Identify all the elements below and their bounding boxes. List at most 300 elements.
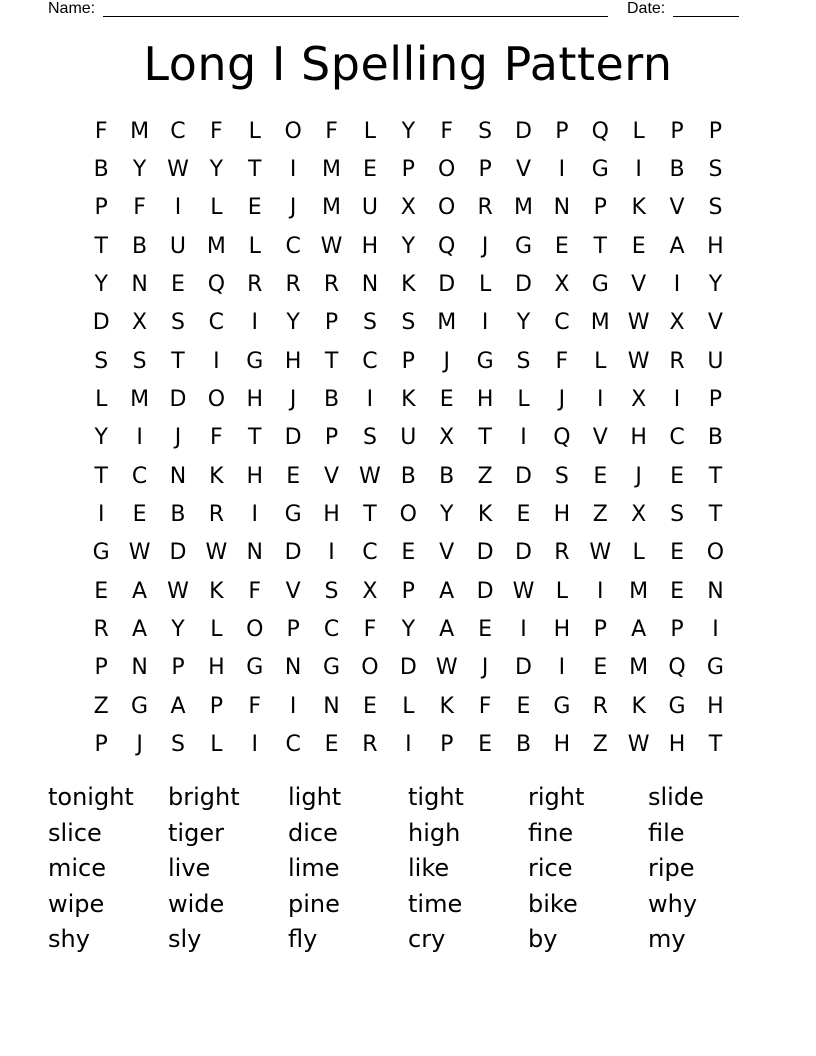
grid-letter[interactable]: F (133, 195, 146, 221)
grid-letter[interactable]: I (481, 310, 489, 336)
grid-letter[interactable]: H (361, 233, 379, 259)
grid-letter[interactable]: P (171, 655, 185, 681)
grid-letter[interactable]: C (208, 310, 225, 336)
grid-letter[interactable]: P (94, 195, 108, 221)
grid-letter[interactable]: Y (401, 118, 416, 144)
grid-letter[interactable]: S (401, 310, 416, 336)
grid-letter[interactable]: B (93, 157, 109, 183)
grid-letter[interactable]: I (97, 502, 105, 528)
grid-letter[interactable]: L (248, 233, 261, 259)
grid-letter[interactable]: D (515, 463, 532, 489)
grid-letter[interactable]: C (554, 310, 570, 336)
grid-letter[interactable]: D (399, 655, 417, 681)
grid-letter[interactable]: N (169, 463, 187, 489)
grid-letter[interactable]: H (553, 502, 571, 528)
grid-letter[interactable]: P (670, 118, 684, 144)
grid-letter[interactable]: T (94, 463, 108, 489)
grid-letter[interactable]: R (323, 272, 340, 298)
grid-letter[interactable]: X (132, 310, 148, 336)
grid-letter[interactable]: I (673, 272, 681, 298)
grid-letter[interactable]: I (597, 578, 604, 604)
grid-letter[interactable]: O (438, 157, 456, 183)
grid-letter[interactable]: L (402, 693, 415, 719)
grid-letter[interactable]: G (246, 655, 264, 681)
grid-letter[interactable]: S (324, 578, 339, 604)
grid-letter[interactable]: E (94, 578, 109, 604)
word-list-item: wipe (48, 889, 105, 918)
grid-letter[interactable]: B (669, 157, 685, 183)
grid-letter[interactable]: W (128, 540, 151, 566)
grid-letter[interactable]: K (477, 502, 493, 528)
grid-letter[interactable]: H (476, 387, 494, 413)
grid-letter[interactable]: N (131, 655, 148, 681)
grid-letter[interactable]: U (361, 195, 378, 221)
grid-letter[interactable]: F (248, 693, 262, 719)
grid-letter[interactable]: K (401, 272, 416, 298)
grid-letter[interactable]: H (284, 348, 302, 374)
grid-letter[interactable]: Y (132, 157, 147, 183)
grid-letter[interactable]: K (209, 578, 224, 604)
grid-letter[interactable]: G (591, 157, 609, 183)
grid-letter[interactable]: Y (516, 310, 531, 336)
grid-letter[interactable]: X (362, 578, 378, 604)
grid-letter[interactable]: O (207, 387, 226, 413)
grid-letter[interactable]: U (707, 348, 724, 374)
grid-letter[interactable]: C (131, 463, 148, 489)
grid-letter[interactable]: W (627, 732, 650, 758)
grid-letter[interactable]: F (440, 118, 454, 144)
grid-letter[interactable]: A (631, 617, 647, 643)
grid-letter[interactable]: T (248, 157, 262, 183)
grid-letter[interactable]: O (706, 540, 725, 566)
grid-letter[interactable]: E (439, 387, 454, 413)
grid-letter[interactable]: P (209, 693, 223, 719)
grid-letter[interactable]: J (558, 387, 566, 413)
grid-letter[interactable]: K (401, 387, 416, 413)
grid-letter[interactable]: M (130, 387, 150, 413)
grid-letter[interactable]: V (631, 272, 647, 298)
grid-letter[interactable]: Z (93, 693, 109, 719)
grid-letter[interactable]: D (284, 425, 302, 451)
grid-letter[interactable]: J (289, 387, 297, 413)
grid-letter[interactable]: O (361, 655, 379, 681)
grid-letter[interactable]: Z (592, 732, 608, 758)
grid-letter[interactable]: W (627, 348, 650, 374)
grid-letter[interactable]: C (669, 425, 685, 451)
grid-letter[interactable]: D (92, 310, 110, 336)
grid-letter[interactable]: F (210, 425, 223, 451)
grid-letter[interactable]: M (437, 310, 457, 336)
grid-letter[interactable]: A (669, 233, 685, 259)
grid-letter[interactable]: R (362, 732, 378, 758)
grid-letter[interactable]: I (520, 617, 527, 643)
grid-letter[interactable]: E (670, 463, 684, 489)
word-list-item: tonight (48, 783, 134, 811)
grid-letter[interactable]: Z (592, 502, 608, 528)
grid-letter[interactable]: K (631, 195, 646, 221)
grid-letter[interactable]: L (517, 387, 530, 413)
grid-letter[interactable]: F (248, 578, 262, 604)
grid-letter[interactable]: L (210, 617, 223, 643)
grid-letter[interactable]: W (512, 578, 535, 604)
grid-letter[interactable]: P (708, 118, 723, 144)
grid-letter[interactable]: Q (553, 425, 571, 451)
grid-letter[interactable]: W (359, 463, 381, 489)
word-list-item: live (168, 854, 211, 882)
grid-letter[interactable]: D (284, 540, 302, 566)
grid-letter[interactable]: I (328, 540, 335, 566)
grid-letter[interactable]: V (707, 310, 723, 336)
grid-letter[interactable]: M (322, 157, 342, 183)
grid-letter[interactable]: M (206, 233, 226, 259)
grid-letter[interactable]: C (170, 118, 186, 144)
grid-letter[interactable]: O (246, 617, 264, 643)
grid-letter[interactable]: E (247, 195, 262, 221)
grid-letter[interactable]: G (668, 693, 686, 719)
grid-letter[interactable]: L (210, 195, 223, 221)
grid-letter[interactable]: L (594, 348, 607, 374)
grid-letter[interactable]: P (440, 732, 454, 758)
grid-letter[interactable]: M (130, 118, 150, 144)
grid-letter[interactable]: O (399, 502, 417, 528)
grid-letter[interactable]: J (174, 425, 182, 451)
grid-letter[interactable]: S (94, 348, 109, 374)
grid-letter[interactable]: Z (477, 463, 493, 489)
grid-letter[interactable]: I (251, 732, 258, 758)
grid-letter[interactable]: J (481, 233, 489, 259)
grid-letter[interactable]: I (673, 387, 681, 413)
grid-letter[interactable]: T (363, 502, 377, 528)
grid-letter[interactable]: P (401, 157, 415, 183)
grid-letter[interactable]: M (322, 195, 342, 221)
grid-letter[interactable]: X (439, 425, 455, 451)
grid-letter[interactable]: T (708, 502, 723, 528)
grid-letter[interactable]: E (593, 655, 608, 681)
grid-letter[interactable]: E (478, 732, 493, 758)
grid-letter[interactable]: E (362, 693, 377, 719)
grid-letter[interactable]: N (246, 540, 263, 566)
grid-letter[interactable]: R (592, 693, 608, 719)
grid-letter[interactable]: Y (94, 425, 108, 451)
grid-letter[interactable]: C (285, 732, 301, 758)
grid-letter[interactable]: H (208, 655, 225, 681)
grid-letter[interactable]: E (324, 732, 339, 758)
grid-letter[interactable]: E (516, 693, 531, 719)
grid-letter[interactable]: V (324, 463, 340, 489)
grid-letter[interactable]: P (94, 732, 108, 758)
grid-letter[interactable]: H (323, 502, 340, 528)
grid-letter[interactable]: B (170, 502, 186, 528)
grid-letter[interactable]: Y (286, 310, 300, 336)
grid-letter[interactable]: E (593, 463, 608, 489)
grid-letter[interactable]: B (400, 463, 416, 489)
grid-letter[interactable]: I (558, 655, 566, 681)
grid-letter[interactable]: K (209, 463, 224, 489)
grid-letter[interactable]: V (592, 425, 608, 451)
grid-letter[interactable]: E (286, 463, 301, 489)
grid-letter[interactable]: O (438, 195, 456, 221)
grid-letter[interactable]: W (320, 233, 343, 259)
grid-letter[interactable]: L (95, 387, 108, 413)
grid-letter[interactable]: B (439, 463, 455, 489)
grid-letter[interactable]: I (213, 348, 220, 374)
grid-letter[interactable]: Y (439, 502, 454, 528)
grid-letter[interactable]: Y (401, 233, 416, 259)
grid-letter[interactable]: I (405, 732, 412, 758)
grid-letter[interactable]: A (132, 578, 148, 604)
grid-letter[interactable]: B (707, 425, 723, 451)
grid-letter[interactable]: W (627, 310, 650, 336)
grid-letter[interactable]: N (131, 272, 148, 298)
grid-letter[interactable]: H (246, 387, 264, 413)
grid-letter[interactable]: R (554, 540, 570, 566)
grid-letter[interactable]: L (555, 578, 569, 604)
grid-letter[interactable]: G (92, 540, 110, 566)
grid-letter[interactable]: G (476, 348, 494, 374)
word-list-item: bike (528, 889, 578, 918)
grid-letter[interactable]: P (593, 617, 607, 643)
grid-letter[interactable]: T (171, 348, 185, 374)
grid-letter[interactable]: N (323, 693, 340, 719)
grid-letter[interactable]: P (401, 348, 415, 374)
grid-letter[interactable]: L (248, 118, 261, 144)
grid-letter[interactable]: S (708, 195, 723, 221)
grid-letter[interactable]: T (708, 463, 723, 489)
grid-letter[interactable]: F (478, 693, 492, 719)
grid-letter[interactable]: M (514, 195, 533, 221)
grid-letter[interactable]: F (363, 617, 377, 643)
grid-letter[interactable]: X (631, 502, 647, 528)
word-list-item: my (648, 925, 686, 953)
grid-letter[interactable]: I (174, 195, 182, 221)
grid-letter[interactable]: I (597, 387, 604, 413)
grid-letter[interactable]: C (323, 617, 340, 643)
grid-letter[interactable]: O (284, 118, 302, 144)
grid-letter[interactable]: F (325, 118, 338, 144)
grid-letter[interactable]: R (669, 348, 685, 374)
grid-letter[interactable]: I (251, 310, 258, 336)
grid-letter[interactable]: X (669, 310, 685, 336)
grid-letter[interactable]: A (439, 617, 455, 643)
grid-letter[interactable]: V (439, 540, 455, 566)
name-blank-line[interactable] (103, 16, 608, 17)
grid-letter[interactable]: C (362, 348, 378, 374)
grid-letter[interactable]: E (670, 540, 684, 566)
grid-letter[interactable]: W (589, 540, 612, 566)
grid-letter[interactable]: D (476, 540, 494, 566)
grid-letter[interactable]: Y (708, 272, 723, 298)
grid-letter[interactable]: E (132, 502, 147, 528)
grid-letter[interactable]: F (94, 118, 108, 144)
grid-letter[interactable]: G (284, 502, 302, 528)
grid-letter[interactable]: C (285, 233, 301, 259)
grid-letter[interactable]: V (285, 578, 301, 604)
grid-letter[interactable]: R (93, 617, 109, 643)
grid-letter[interactable]: H (553, 617, 571, 643)
grid-letter[interactable]: N (707, 578, 724, 604)
grid-letter[interactable]: H (707, 233, 724, 259)
grid-letter[interactable]: S (170, 310, 185, 336)
grid-letter[interactable]: F (555, 348, 569, 374)
grid-letter[interactable]: E (478, 617, 493, 643)
grid-letter[interactable]: R (247, 272, 263, 298)
grid-letter[interactable]: Q (438, 233, 456, 259)
grid-letter[interactable]: T (94, 233, 108, 259)
grid-letter[interactable]: G (323, 655, 341, 681)
grid-letter[interactable]: T (248, 425, 262, 451)
grid-letter[interactable]: Y (209, 157, 224, 183)
grid-letter[interactable]: E (554, 233, 569, 259)
grid-letter[interactable]: L (363, 118, 377, 144)
grid-letter[interactable]: Y (94, 272, 108, 298)
grid-letter[interactable]: G (706, 655, 724, 681)
grid-letter[interactable]: S (362, 425, 377, 451)
grid-letter[interactable]: I (289, 693, 297, 719)
grid-letter[interactable]: S (362, 310, 377, 336)
grid-letter[interactable]: T (593, 233, 607, 259)
grid-letter[interactable]: H (630, 425, 647, 451)
grid-letter[interactable]: J (289, 195, 297, 221)
grid-letter[interactable]: E (670, 578, 684, 604)
grid-letter[interactable]: I (712, 617, 719, 643)
grid-letter[interactable]: E (631, 233, 646, 259)
grid-letter[interactable]: Q (207, 272, 226, 298)
grid-letter[interactable]: L (632, 540, 645, 566)
grid-letter[interactable]: X (631, 387, 647, 413)
grid-letter[interactable]: S (708, 157, 723, 183)
grid-letter[interactable]: D (438, 272, 456, 298)
grid-letter[interactable]: I (520, 425, 527, 451)
grid-letter[interactable]: P (670, 617, 684, 643)
grid-letter[interactable]: D (169, 387, 187, 413)
grid-letter[interactable]: H (707, 693, 724, 719)
grid-letter[interactable]: R (477, 195, 493, 221)
grid-letter[interactable]: E (516, 502, 531, 528)
grid-letter[interactable]: H (246, 463, 264, 489)
grid-letter[interactable]: K (439, 693, 454, 719)
grid-letter[interactable]: S (670, 502, 685, 528)
grid-letter[interactable]: Q (591, 118, 609, 144)
grid-letter[interactable]: S (516, 348, 531, 374)
grid-letter[interactable]: P (555, 118, 569, 144)
grid-letter[interactable]: P (401, 578, 415, 604)
grid-letter[interactable]: W (205, 540, 228, 566)
grid-letter[interactable]: P (324, 425, 339, 451)
grid-letter[interactable]: G (246, 348, 264, 374)
grid-letter[interactable]: D (515, 655, 532, 681)
grid-letter[interactable]: A (132, 617, 148, 643)
word-list-item: dice (288, 818, 338, 847)
grid-letter[interactable]: S (170, 732, 185, 758)
grid-letter[interactable]: D (515, 118, 532, 144)
grid-letter[interactable]: M (629, 655, 649, 681)
grid-letter[interactable]: G (553, 693, 571, 719)
grid-letter[interactable]: X (400, 195, 416, 221)
grid-letter[interactable]: Q (668, 655, 686, 681)
grid-letter[interactable]: L (210, 732, 223, 758)
grid-letter[interactable]: B (515, 732, 532, 758)
grid-letter[interactable]: E (362, 157, 377, 183)
grid-letter[interactable]: G (131, 693, 149, 719)
grid-letter[interactable]: Y (401, 617, 416, 643)
grid-letter[interactable]: H (553, 732, 571, 758)
grid-letter[interactable]: P (286, 617, 300, 643)
grid-letter[interactable]: S (554, 463, 569, 489)
grid-letter[interactable]: T (708, 732, 723, 758)
grid-letter[interactable]: E (401, 540, 416, 566)
grid-letter[interactable]: B (323, 387, 340, 413)
grid-letter[interactable]: D (169, 540, 187, 566)
grid-letter[interactable]: D (476, 578, 494, 604)
grid-letter[interactable]: S (478, 118, 493, 144)
grid-letter[interactable]: J (136, 732, 143, 758)
grid-letter[interactable]: R (208, 502, 225, 528)
grid-letter[interactable]: I (558, 157, 566, 183)
grid-letter[interactable]: N (553, 195, 571, 221)
grid-letter[interactable]: P (478, 157, 492, 183)
grid-letter[interactable]: X (554, 272, 570, 298)
grid-letter[interactable]: M (629, 578, 649, 604)
grid-letter[interactable]: I (251, 502, 258, 528)
grid-letter[interactable]: I (136, 425, 143, 451)
grid-letter[interactable]: K (631, 693, 646, 719)
grid-letter[interactable]: P (593, 195, 607, 221)
grid-letter[interactable]: S (132, 348, 147, 374)
grid-letter[interactable]: U (169, 233, 187, 259)
grid-letter[interactable]: L (478, 272, 492, 298)
grid-letter[interactable]: W (167, 157, 189, 183)
grid-letter[interactable]: T (478, 425, 492, 451)
grid-letter[interactable]: N (284, 655, 302, 681)
grid-letter[interactable]: D (515, 272, 532, 298)
grid-letter[interactable]: P (94, 655, 108, 681)
grid-letter[interactable]: D (515, 540, 532, 566)
grid-letter[interactable]: I (366, 387, 374, 413)
grid-letter[interactable]: G (591, 272, 609, 298)
grid-letter[interactable]: W (167, 578, 189, 604)
word-list-item: shy (48, 925, 90, 953)
grid-letter[interactable]: F (210, 118, 223, 144)
grid-letter[interactable]: A (170, 693, 186, 719)
grid-letter[interactable]: J (481, 655, 489, 681)
grid-letter[interactable]: N (361, 272, 379, 298)
grid-letter[interactable]: A (439, 578, 455, 604)
grid-letter[interactable]: I (635, 157, 642, 183)
grid-letter[interactable]: H (668, 732, 686, 758)
grid-letter[interactable]: C (362, 540, 378, 566)
grid-letter[interactable]: V (515, 157, 532, 183)
grid-letter[interactable]: W (435, 655, 458, 681)
grid-letter[interactable]: V (669, 195, 685, 221)
grid-letter[interactable]: J (635, 463, 642, 489)
grid-letter[interactable]: Y (171, 617, 185, 643)
grid-letter[interactable]: E (171, 272, 185, 298)
grid-letter[interactable]: P (324, 310, 339, 336)
grid-letter[interactable]: G (514, 233, 533, 259)
grid-letter[interactable]: J (443, 348, 450, 374)
word-list-item: fly (288, 925, 318, 953)
grid-letter[interactable]: I (289, 157, 297, 183)
grid-letter[interactable]: R (285, 272, 301, 298)
word-list-item: cry (408, 925, 446, 953)
grid-letter[interactable]: L (632, 118, 645, 144)
grid-letter[interactable]: T (324, 348, 339, 374)
date-blank-line[interactable] (673, 16, 739, 17)
grid-letter[interactable]: P (708, 387, 723, 413)
grid-letter[interactable]: B (132, 233, 148, 259)
grid-letter[interactable]: M (590, 310, 610, 336)
grid-letter[interactable]: U (400, 425, 417, 451)
